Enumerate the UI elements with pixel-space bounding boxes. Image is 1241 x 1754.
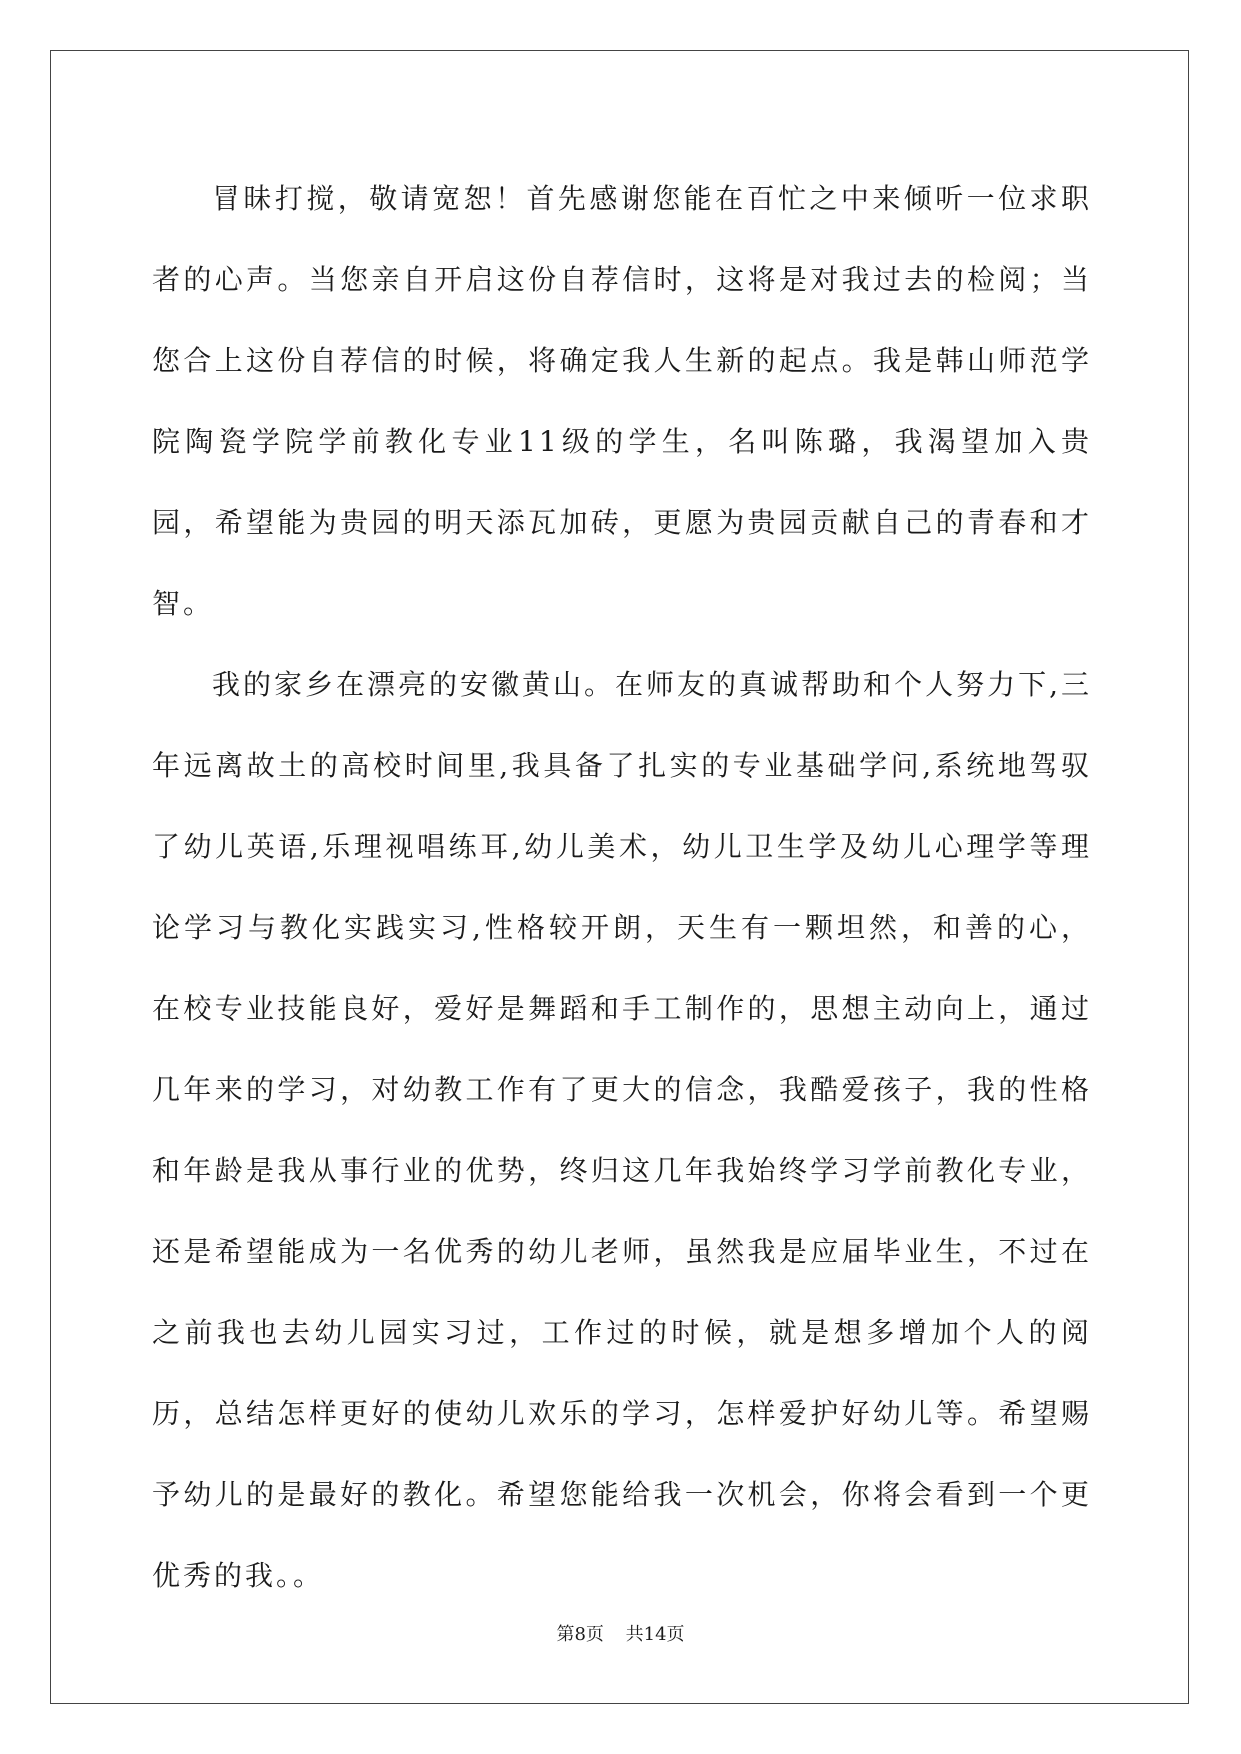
page-number: 第8页: [556, 1624, 604, 1645]
paragraph-intro: 冒昧打搅，敬请宽恕！首先感谢您能在百忙之中来倾听一位求职者的心声。当您亲自开启这份自荐信时，这将是对我过去的检阅；当您合上这份自荐信的时候，将确定我人生新的起点。我是韩山师范学院陶瓷学院学前教化专业11级的学生，名叫陈璐，我渴望加入贵园，希望能为贵园的明天添瓦加砖，更愿为贵园贡献自己的青春和才智。: [152, 182, 1092, 620]
page-total: 共14页: [625, 1624, 685, 1645]
letter-body: [152, 158, 1092, 1616]
paragraph-background: 我的家乡在漂亮的安徽黄山。在师友的真诚帮助和个人努力下,三年远离故土的高校时间里,我具备了扎实的专业基础学问,系统地驾驭了幼儿英语,乐理视唱练耳,幼儿美术，幼儿卫生学及幼儿心理学等理论学习与教化实践实习,性格较开朗，天生有一颗坦然，和善的心，在校专业技能良好，爱好是舞蹈和手工制作的，思想主动向上，通过几年来的学习，对幼教工作有了更大的信念，我酷爱孩子，我的性格和年龄是我从事行业的优势，终归这几年我始终学习学前教化专业，还是希望能成为一名优秀的幼儿老师，虽然我是应届毕业生，不过在之前我也去幼儿园实习过，工作过的时候，就是想多增加个人的阅历，总结怎样更好的使幼儿欢乐的学习，怎样爱护好幼儿等。希望赐予幼儿的是最好的教化。希望您能给我一次机会，你将会看到一个更优秀的我。。: [152, 668, 1092, 1592]
page-footer: [0, 1620, 1241, 1646]
